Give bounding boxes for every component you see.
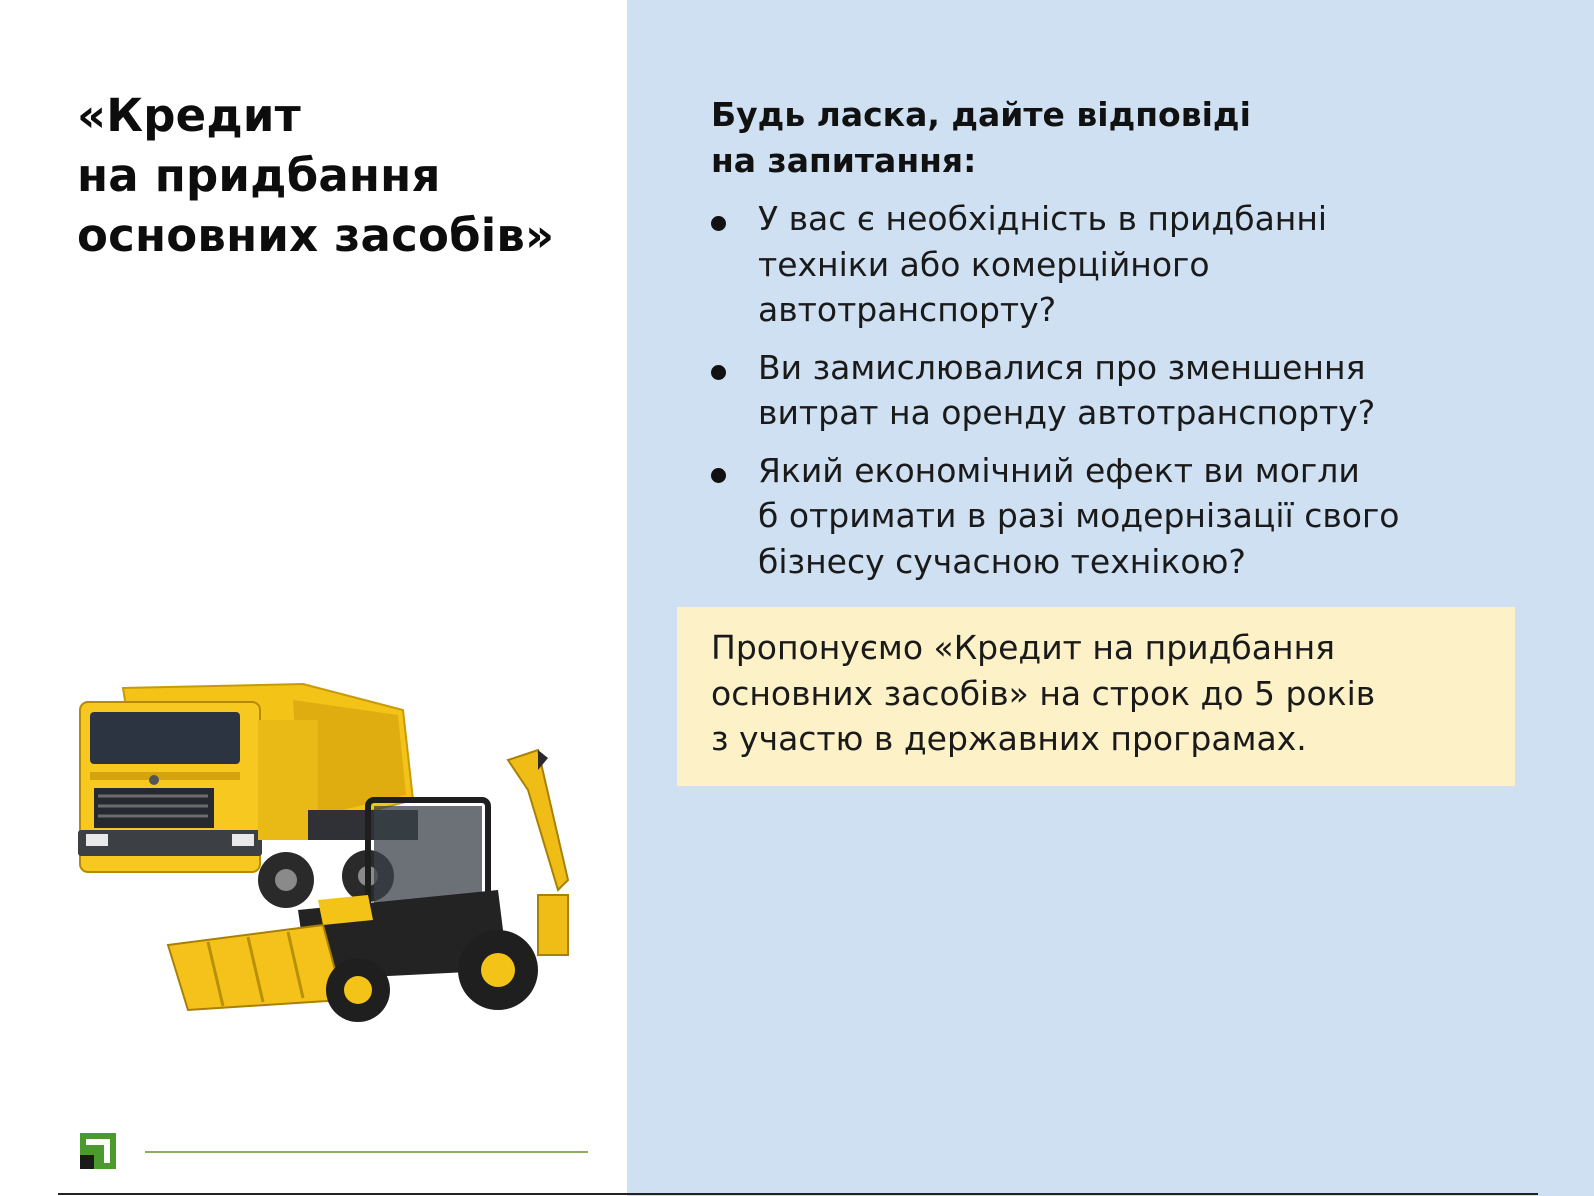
bullet-icon [711,468,726,483]
question-text: Ви замислювалися про зменшення витрат на оренду автотранспорту? [758,347,1376,432]
bullet-icon [711,365,726,380]
list-item [711,448,1491,585]
offer-text: Пропонуємо «Кредит на придбання основних засобів» на строк до 5 років з участю в державних програмах. [711,628,1376,758]
list-item [711,196,1491,333]
question-text: Який економічний ефект ви могли б отримати в разі модернізації свого бізнесу сучасною технікою? [758,450,1400,581]
vehicles-image [68,680,598,1040]
footer-divider [145,1151,588,1153]
bottom-divider [58,1193,1538,1195]
offer-box [677,607,1515,786]
slide-title: «Кредит на придбання основних засобів» [77,89,555,262]
questions-heading: Будь ласка, дайте відповіді на запитання: [711,95,1251,180]
list-item [711,345,1491,436]
question-text: У вас є необхідність в придбанні техніки або комерційного автотранспорту? [758,199,1328,329]
bank-logo-icon [80,1133,116,1169]
bullet-icon [711,216,726,231]
question-list [711,196,1491,596]
